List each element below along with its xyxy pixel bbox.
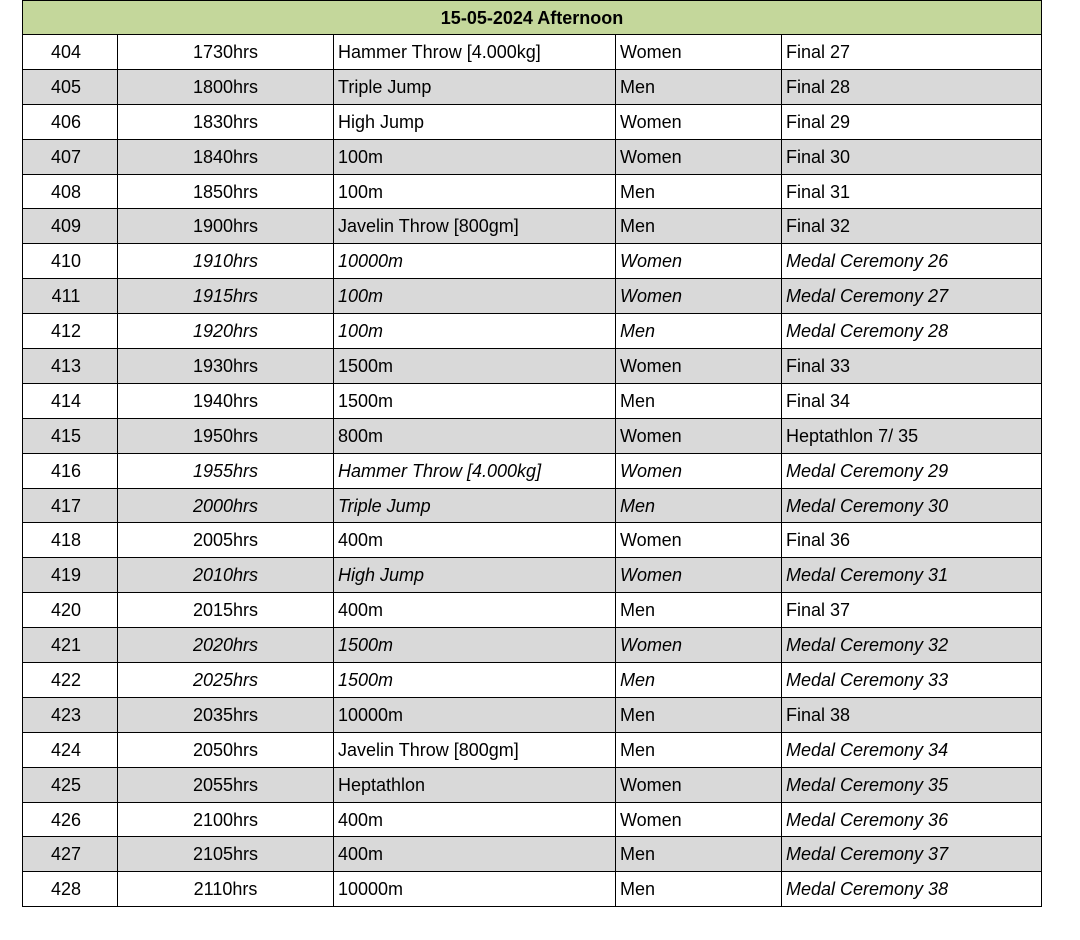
event-name: 1500m xyxy=(334,628,616,663)
event-number: 411 xyxy=(23,279,118,314)
event-round: Final 36 xyxy=(782,523,1042,558)
event-time: 1920hrs xyxy=(118,314,334,349)
date-session-title: 15-05-2024 Afternoon xyxy=(23,1,1042,35)
event-number: 414 xyxy=(23,383,118,418)
event-time: 2000hrs xyxy=(118,488,334,523)
event-gender: Women xyxy=(616,279,782,314)
table-row xyxy=(23,732,1042,767)
event-time: 1840hrs xyxy=(118,139,334,174)
event-number: 417 xyxy=(23,488,118,523)
event-time: 2020hrs xyxy=(118,628,334,663)
event-number: 409 xyxy=(23,209,118,244)
event-name: 1500m xyxy=(334,383,616,418)
event-gender: Women xyxy=(616,558,782,593)
event-name: 400m xyxy=(334,802,616,837)
event-number: 413 xyxy=(23,349,118,384)
event-gender: Men xyxy=(616,488,782,523)
event-gender: Women xyxy=(616,418,782,453)
event-gender: Women xyxy=(616,453,782,488)
table-row xyxy=(23,872,1042,907)
event-time: 2005hrs xyxy=(118,523,334,558)
table-row xyxy=(23,523,1042,558)
table-row xyxy=(23,244,1042,279)
table-row xyxy=(23,349,1042,384)
event-name: 10000m xyxy=(334,697,616,732)
event-time: 1900hrs xyxy=(118,209,334,244)
event-round: Medal Ceremony 37 xyxy=(782,837,1042,872)
event-number: 405 xyxy=(23,69,118,104)
event-time: 2105hrs xyxy=(118,837,334,872)
event-name: 400m xyxy=(334,593,616,628)
event-round: Medal Ceremony 32 xyxy=(782,628,1042,663)
table-row xyxy=(23,35,1042,70)
event-number: 423 xyxy=(23,697,118,732)
event-round: Final 31 xyxy=(782,174,1042,209)
event-gender: Men xyxy=(616,872,782,907)
event-number: 422 xyxy=(23,663,118,698)
event-name: 10000m xyxy=(334,872,616,907)
event-name: 100m xyxy=(334,139,616,174)
event-round: Final 30 xyxy=(782,139,1042,174)
event-gender: Men xyxy=(616,593,782,628)
event-round: Medal Ceremony 33 xyxy=(782,663,1042,698)
event-round: Final 38 xyxy=(782,697,1042,732)
event-number: 410 xyxy=(23,244,118,279)
event-time: 2050hrs xyxy=(118,732,334,767)
event-round: Medal Ceremony 26 xyxy=(782,244,1042,279)
event-name: 1500m xyxy=(334,349,616,384)
event-name: 10000m xyxy=(334,244,616,279)
event-name: Hammer Throw [4.000kg] xyxy=(334,453,616,488)
event-round: Final 27 xyxy=(782,35,1042,70)
table-row xyxy=(23,383,1042,418)
event-round: Medal Ceremony 28 xyxy=(782,314,1042,349)
table-row xyxy=(23,697,1042,732)
event-gender: Men xyxy=(616,174,782,209)
table-row xyxy=(23,453,1042,488)
table-row xyxy=(23,279,1042,314)
event-number: 404 xyxy=(23,35,118,70)
event-time: 1800hrs xyxy=(118,69,334,104)
event-name: 100m xyxy=(334,174,616,209)
event-name: 100m xyxy=(334,279,616,314)
event-round: Final 34 xyxy=(782,383,1042,418)
event-round: Medal Ceremony 34 xyxy=(782,732,1042,767)
event-gender: Men xyxy=(616,663,782,698)
event-round: Final 32 xyxy=(782,209,1042,244)
event-name: High Jump xyxy=(334,558,616,593)
event-gender: Women xyxy=(616,139,782,174)
event-number: 427 xyxy=(23,837,118,872)
event-number: 424 xyxy=(23,732,118,767)
table-row xyxy=(23,104,1042,139)
event-gender: Women xyxy=(616,244,782,279)
event-round: Final 29 xyxy=(782,104,1042,139)
event-number: 408 xyxy=(23,174,118,209)
event-gender: Women xyxy=(616,104,782,139)
table-row xyxy=(23,488,1042,523)
event-number: 425 xyxy=(23,767,118,802)
event-number: 415 xyxy=(23,418,118,453)
event-gender: Men xyxy=(616,314,782,349)
event-name: Javelin Throw [800gm] xyxy=(334,732,616,767)
event-round: Heptathlon 7/ 35 xyxy=(782,418,1042,453)
event-round: Medal Ceremony 29 xyxy=(782,453,1042,488)
schedule-body xyxy=(23,1,1042,907)
event-round: Medal Ceremony 27 xyxy=(782,279,1042,314)
table-row xyxy=(23,174,1042,209)
event-number: 406 xyxy=(23,104,118,139)
event-time: 2010hrs xyxy=(118,558,334,593)
event-name: Triple Jump xyxy=(334,69,616,104)
event-time: 1910hrs xyxy=(118,244,334,279)
event-name: 1500m xyxy=(334,663,616,698)
event-gender: Men xyxy=(616,383,782,418)
event-gender: Men xyxy=(616,837,782,872)
event-time: 1850hrs xyxy=(118,174,334,209)
date-header-row xyxy=(23,1,1042,35)
event-time: 1940hrs xyxy=(118,383,334,418)
event-gender: Women xyxy=(616,349,782,384)
event-gender: Women xyxy=(616,35,782,70)
event-name: Hammer Throw [4.000kg] xyxy=(334,35,616,70)
event-time: 2035hrs xyxy=(118,697,334,732)
event-number: 407 xyxy=(23,139,118,174)
event-time: 1915hrs xyxy=(118,279,334,314)
event-round: Medal Ceremony 30 xyxy=(782,488,1042,523)
event-round: Final 33 xyxy=(782,349,1042,384)
event-time: 1955hrs xyxy=(118,453,334,488)
table-row xyxy=(23,314,1042,349)
table-row xyxy=(23,69,1042,104)
event-gender: Women xyxy=(616,523,782,558)
event-time: 2025hrs xyxy=(118,663,334,698)
table-row xyxy=(23,139,1042,174)
event-round: Medal Ceremony 31 xyxy=(782,558,1042,593)
table-row xyxy=(23,209,1042,244)
table-row xyxy=(23,558,1042,593)
event-number: 421 xyxy=(23,628,118,663)
table-row xyxy=(23,418,1042,453)
event-name: Heptathlon xyxy=(334,767,616,802)
event-time: 1930hrs xyxy=(118,349,334,384)
event-time: 2015hrs xyxy=(118,593,334,628)
event-round: Medal Ceremony 36 xyxy=(782,802,1042,837)
table-row xyxy=(23,767,1042,802)
table-row xyxy=(23,628,1042,663)
event-number: 426 xyxy=(23,802,118,837)
table-row xyxy=(23,802,1042,837)
schedule-table xyxy=(22,0,1042,907)
event-number: 416 xyxy=(23,453,118,488)
event-gender: Men xyxy=(616,732,782,767)
event-round: Final 28 xyxy=(782,69,1042,104)
event-time: 2110hrs xyxy=(118,872,334,907)
event-round: Medal Ceremony 35 xyxy=(782,767,1042,802)
event-number: 428 xyxy=(23,872,118,907)
event-name: 400m xyxy=(334,837,616,872)
event-name: Javelin Throw [800gm] xyxy=(334,209,616,244)
event-round: Final 37 xyxy=(782,593,1042,628)
event-number: 418 xyxy=(23,523,118,558)
event-round: Medal Ceremony 38 xyxy=(782,872,1042,907)
event-gender: Men xyxy=(616,209,782,244)
event-time: 1950hrs xyxy=(118,418,334,453)
event-name: Triple Jump xyxy=(334,488,616,523)
table-row xyxy=(23,593,1042,628)
event-name: 100m xyxy=(334,314,616,349)
event-number: 419 xyxy=(23,558,118,593)
table-row xyxy=(23,663,1042,698)
event-number: 420 xyxy=(23,593,118,628)
event-number: 412 xyxy=(23,314,118,349)
event-time: 2100hrs xyxy=(118,802,334,837)
event-name: 800m xyxy=(334,418,616,453)
event-time: 1830hrs xyxy=(118,104,334,139)
event-name: High Jump xyxy=(334,104,616,139)
event-gender: Men xyxy=(616,69,782,104)
event-gender: Women xyxy=(616,767,782,802)
table-row xyxy=(23,837,1042,872)
event-gender: Men xyxy=(616,697,782,732)
event-time: 2055hrs xyxy=(118,767,334,802)
event-gender: Women xyxy=(616,628,782,663)
event-gender: Women xyxy=(616,802,782,837)
event-name: 400m xyxy=(334,523,616,558)
event-time: 1730hrs xyxy=(118,35,334,70)
